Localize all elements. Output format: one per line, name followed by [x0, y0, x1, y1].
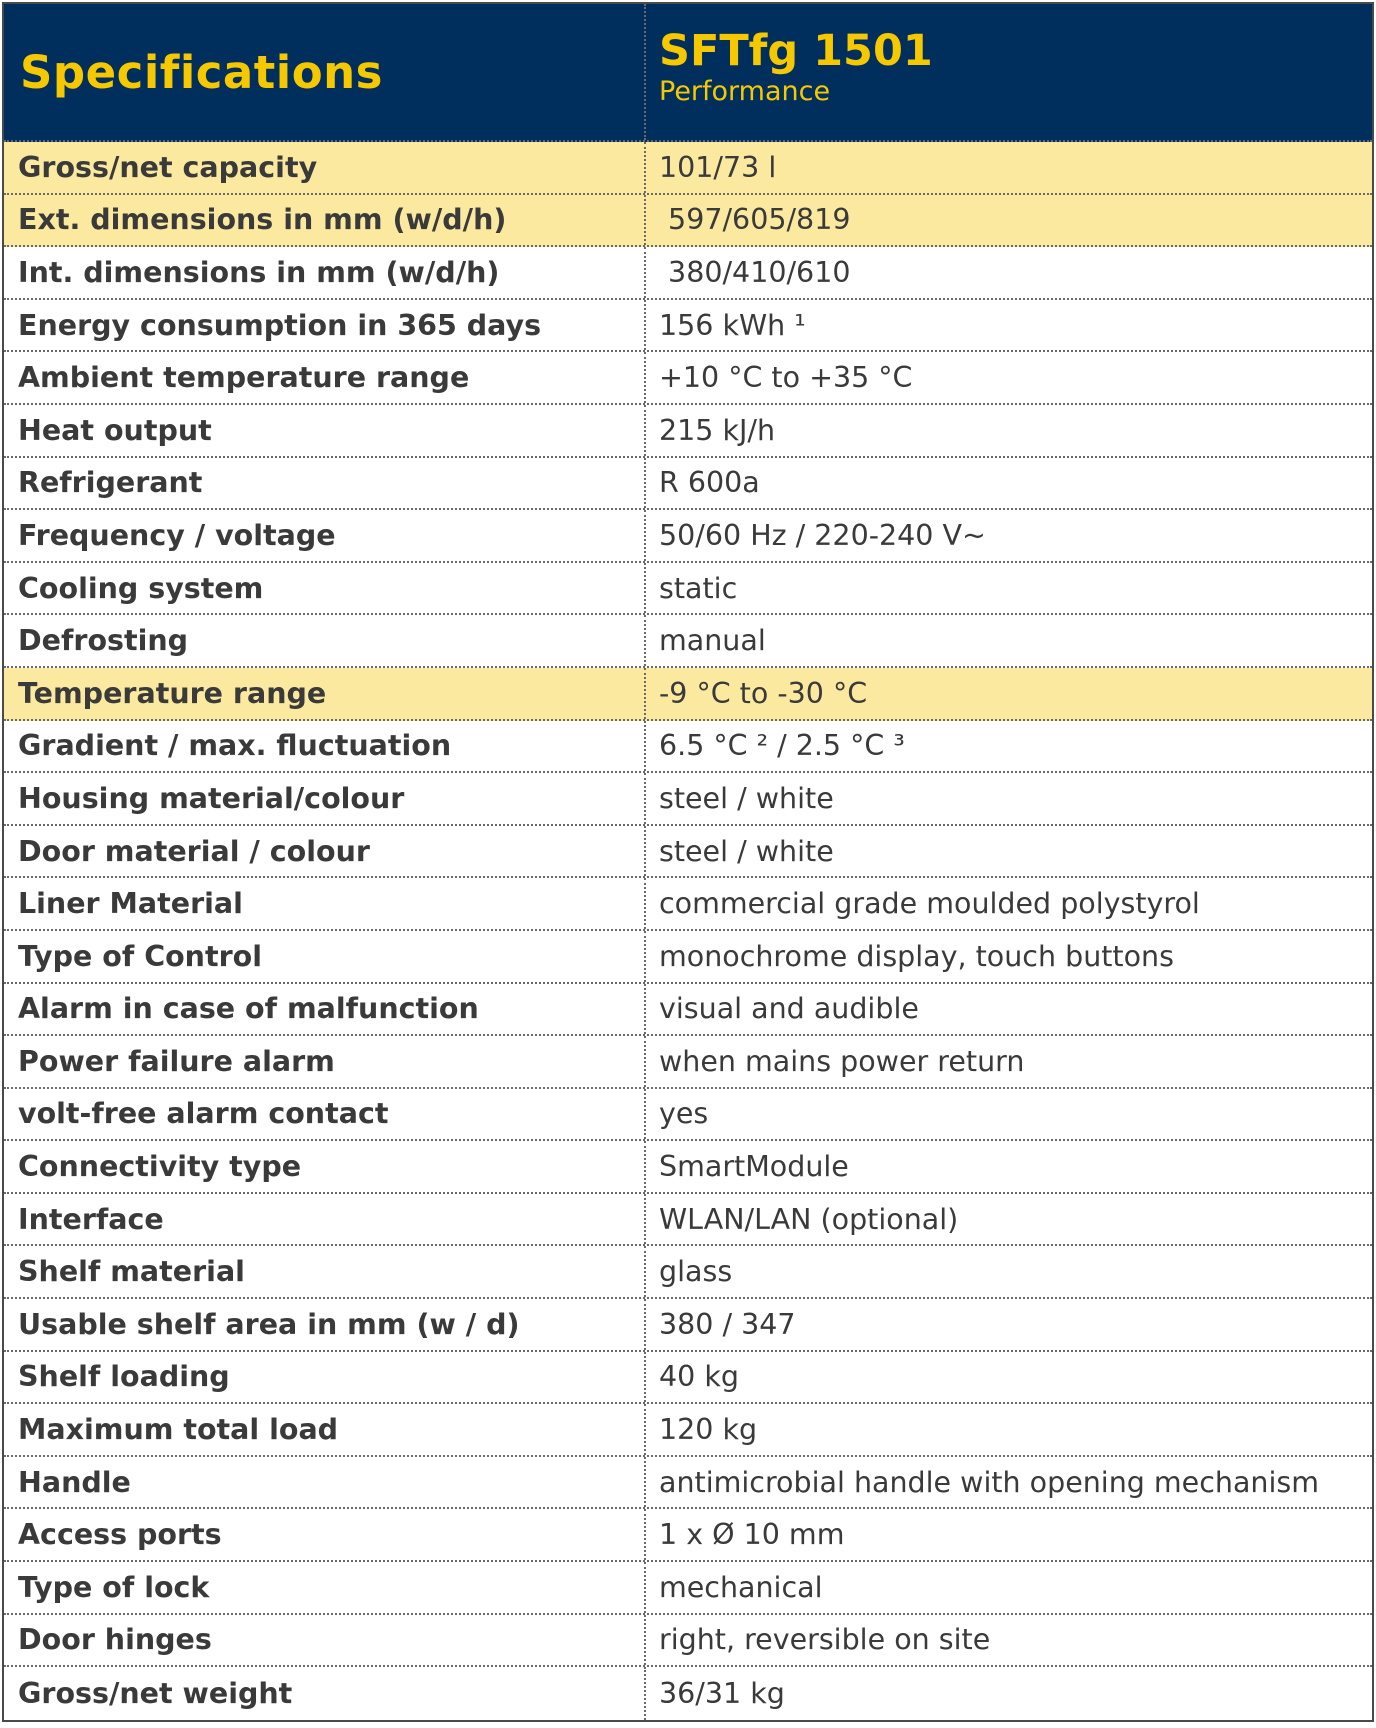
table-row [4, 352, 1372, 405]
header-title-cell [4, 4, 646, 140]
spec-label: Maximum total load [4, 1404, 646, 1455]
table-row [4, 721, 1372, 774]
spec-value: static [659, 571, 738, 605]
spec-label: Usable shelf area in mm (w / d) [4, 1299, 646, 1350]
spec-value: -9 °C to -30 °C [659, 676, 868, 710]
table-row [4, 1352, 1372, 1405]
specifications-table [2, 2, 1374, 1722]
spec-label: Int. dimensions in mm (w/d/h) [4, 247, 646, 298]
spec-value: manual [659, 624, 766, 658]
spec-label: Connectivity type [4, 1141, 646, 1192]
table-row [4, 668, 1372, 721]
table-row [4, 1299, 1372, 1352]
spec-value: 36/31 kg [659, 1677, 785, 1711]
spec-value: 156 kWh ¹ [659, 308, 806, 342]
table-row [4, 510, 1372, 563]
spec-label: Power failure alarm [4, 1036, 646, 1087]
model-name: SFTfg 1501 [659, 26, 933, 76]
table-row [4, 826, 1372, 879]
table-row [4, 142, 1372, 195]
spec-value: glass [659, 1255, 733, 1289]
spec-label: volt-free alarm contact [4, 1089, 646, 1140]
spec-value: WLAN/LAN (optional) [659, 1202, 959, 1236]
spec-value: antimicrobial handle with opening mechanism [659, 1465, 1320, 1499]
table-row [4, 1457, 1372, 1510]
table-row [4, 1141, 1372, 1194]
spec-value: 50/60 Hz / 220-240 V~ [659, 518, 986, 552]
spec-label: Refrigerant [4, 458, 646, 509]
spec-label: Gross/net weight [4, 1667, 646, 1720]
table-row [4, 563, 1372, 616]
table-row [4, 1089, 1372, 1142]
table-row [4, 1036, 1372, 1089]
header-model-cell [646, 4, 1372, 140]
spec-label: Alarm in case of malfunction [4, 984, 646, 1035]
spec-value: 380 / 347 [659, 1307, 796, 1341]
spec-value: steel / white [659, 834, 834, 868]
spec-label: Defrosting [4, 615, 646, 666]
spec-value: 215 kJ/h [659, 413, 776, 447]
table-row [4, 1615, 1372, 1668]
table-row [4, 1667, 1372, 1720]
spec-label: Housing material/colour [4, 773, 646, 824]
spec-value: 120 kg [659, 1413, 758, 1447]
table-row [4, 195, 1372, 248]
spec-label: Shelf loading [4, 1352, 646, 1403]
spec-label: Temperature range [4, 668, 646, 719]
spec-label: Door hinges [4, 1615, 646, 1666]
table-row [4, 878, 1372, 931]
spec-value: 597/605/819 [659, 203, 851, 237]
spec-value: +10 °C to +35 °C [659, 361, 913, 395]
spec-label: Heat output [4, 405, 646, 456]
spec-label: Access ports [4, 1509, 646, 1560]
spec-value: commercial grade moulded polystyrol [659, 887, 1200, 921]
table-body [4, 142, 1372, 1720]
spec-label: Handle [4, 1457, 646, 1508]
spec-value: 380/410/610 [659, 255, 851, 289]
table-row [4, 1509, 1372, 1562]
table-row [4, 931, 1372, 984]
table-header [4, 4, 1372, 142]
table-row [4, 615, 1372, 668]
table-row [4, 773, 1372, 826]
spec-label: Frequency / voltage [4, 510, 646, 561]
spec-value: mechanical [659, 1570, 823, 1604]
spec-value: when mains power return [659, 1044, 1025, 1078]
table-row [4, 300, 1372, 353]
spec-label: Cooling system [4, 563, 646, 614]
spec-value: 6.5 °C ² / 2.5 °C ³ [659, 729, 905, 763]
spec-value: steel / white [659, 781, 834, 815]
spec-value: monochrome display, touch buttons [659, 939, 1174, 973]
table-row [4, 1194, 1372, 1247]
table-row [4, 458, 1372, 511]
spec-label: Ext. dimensions in mm (w/d/h) [4, 195, 646, 246]
spec-label: Door material / colour [4, 826, 646, 877]
spec-label: Gradient / max. fluctuation [4, 721, 646, 772]
table-row [4, 405, 1372, 458]
spec-value: visual and audible [659, 992, 919, 1026]
table-row [4, 1562, 1372, 1615]
spec-label: Interface [4, 1194, 646, 1245]
spec-value: 101/73 l [659, 150, 777, 184]
table-row [4, 1246, 1372, 1299]
spec-label: Shelf material [4, 1246, 646, 1297]
spec-label: Type of lock [4, 1562, 646, 1613]
model-variant: Performance [659, 76, 831, 107]
spec-label: Ambient temperature range [4, 352, 646, 403]
table-row [4, 1404, 1372, 1457]
spec-value: R 600a [659, 466, 760, 500]
spec-value: SmartModule [659, 1150, 849, 1184]
table-row [4, 984, 1372, 1037]
spec-label: Type of Control [4, 931, 646, 982]
page-title: Specifications [20, 45, 383, 99]
spec-label: Gross/net capacity [4, 142, 646, 193]
spec-value: yes [659, 1097, 709, 1131]
spec-value: 1 x Ø 10 mm [659, 1518, 845, 1552]
spec-value: right, reversible on site [659, 1623, 991, 1657]
spec-value: 40 kg [659, 1360, 739, 1394]
spec-label: Liner Material [4, 878, 646, 929]
table-row [4, 247, 1372, 300]
spec-label: Energy consumption in 365 days [4, 300, 646, 351]
